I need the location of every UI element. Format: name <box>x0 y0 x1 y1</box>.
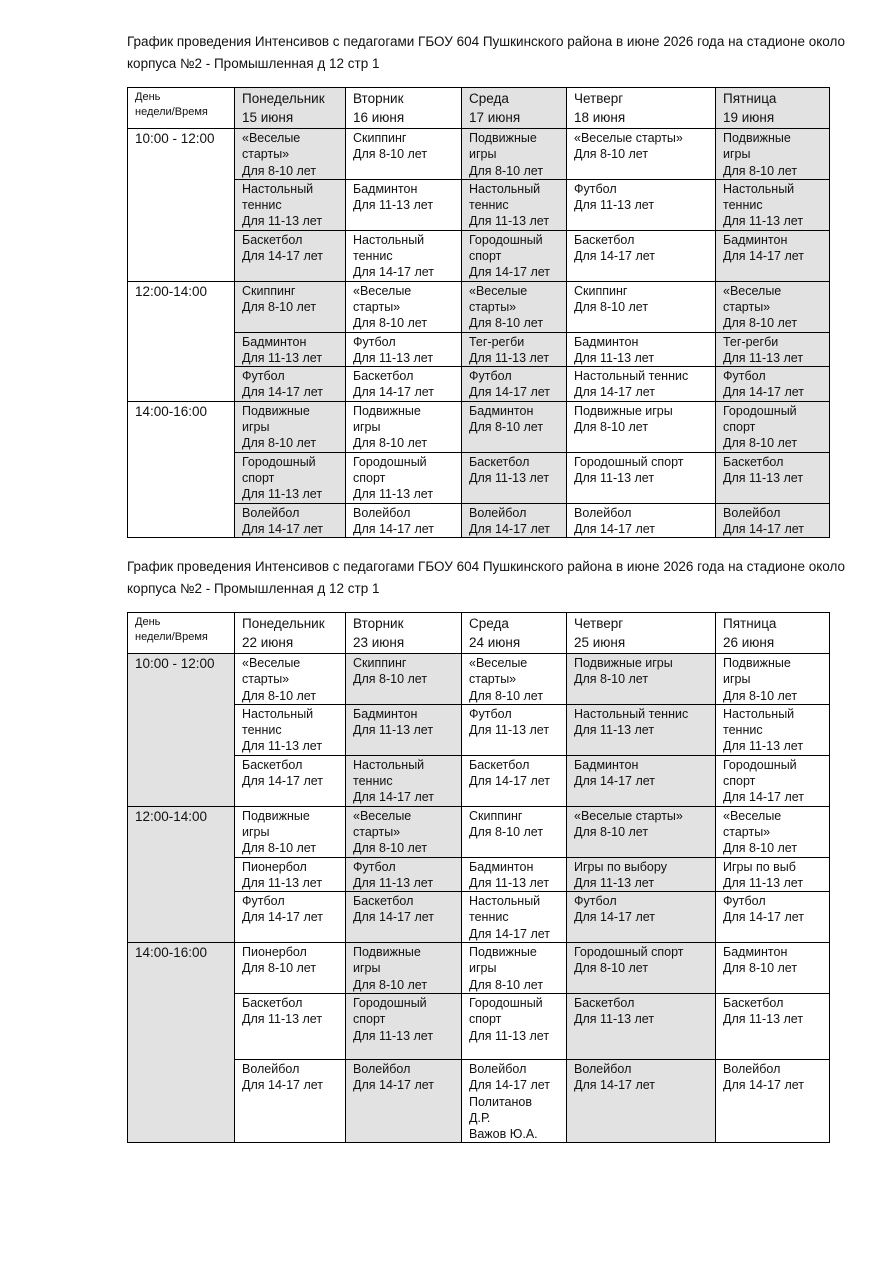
schedule-cell: Настольный теннис Для 14-17 лет <box>346 755 462 806</box>
schedule-cell: «Веселые старты» Для 8-10 лет <box>346 281 462 332</box>
schedule-cell: Баскетбол Для 14-17 лет <box>235 230 346 281</box>
schedule-cell: Тег-регби Для 11-13 лет <box>716 332 830 367</box>
schedule-cell: Пионербол Для 8-10 лет <box>235 943 346 994</box>
schedule-cell: Волейбол Для 14-17 лет <box>346 503 462 538</box>
schedule-cell: Подвижные игры Для 8-10 лет <box>462 129 567 180</box>
corner-header: День недели/Время <box>128 88 235 129</box>
schedule-cell: Волейбол Для 14-17 лет <box>567 1059 716 1142</box>
schedule-cell: Волейбол Для 14-17 лет <box>235 503 346 538</box>
schedule-cell: Подвижные игры Для 8-10 лет <box>462 943 567 994</box>
schedule-cell: Футбол Для 11-13 лет <box>567 179 716 230</box>
schedule-cell: «Веселые старты» Для 8-10 лет <box>567 806 716 857</box>
schedule-cell: Скиппинг Для 8-10 лет <box>346 654 462 705</box>
schedule-cell: Игры по выб Для 11-13 лет <box>716 857 830 892</box>
schedule-cell: Игры по выбору Для 11-13 лет <box>567 857 716 892</box>
schedule-cell: Футбол Для 14-17 лет <box>235 892 346 943</box>
schedule-cell: Городошный спорт Для 11-13 лет <box>462 993 567 1059</box>
schedule-cell: Подвижные игры Для 8-10 лет <box>346 401 462 452</box>
schedule-cell: Волейбол Для 14-17 лет <box>716 503 830 538</box>
schedule-cell: Настольный теннис Для 11-13 лет <box>567 704 716 755</box>
schedule-cell: Волейбол Для 14-17 лет <box>567 503 716 538</box>
day-header-tuesday: Вторник 16 июня <box>346 88 462 129</box>
schedule-cell: Пионербол Для 11-13 лет <box>235 857 346 892</box>
schedule-cell: «Веселые старты» Для 8-10 лет <box>235 129 346 180</box>
day-header-thursday: Четверг 25 июня <box>567 613 716 654</box>
schedule-cell: Подвижные игры Для 8-10 лет <box>716 654 830 705</box>
schedule-cell: «Веселые старты» Для 8-10 лет <box>462 654 567 705</box>
schedule-cell: Баскетбол Для 11-13 лет <box>716 993 830 1059</box>
schedule-title-week2: График проведения Интенсивов с педагогами ГБОУ 604 Пушкинского района в июне 2026 года на стадионе около корпуса №2 - Промышленная д 12 стр 1 <box>127 559 846 596</box>
day-header-monday: Понедельник 22 июня <box>235 613 346 654</box>
schedule-cell: Бадминтон Для 11-13 лет <box>346 704 462 755</box>
schedule-cell: Городошный спорт Для 11-13 лет <box>567 452 716 503</box>
schedule-cell: Городошный спорт Для 8-10 лет <box>567 943 716 994</box>
schedule-cell: Баскетбол Для 14-17 лет <box>346 367 462 402</box>
schedule-cell: Городошный спорт Для 11-13 лет <box>235 452 346 503</box>
day-header-wednesday: Среда 24 июня <box>462 613 567 654</box>
schedule-cell: Скиппинг Для 8-10 лет <box>235 281 346 332</box>
schedule-cell: Волейбол Для 14-17 лет Политанов Д.Р. Важов Ю.А. <box>462 1059 567 1142</box>
schedule-cell: Настольный теннис Для 11-13 лет <box>235 704 346 755</box>
schedule-cell: Настольный теннис Для 11-13 лет <box>716 179 830 230</box>
schedule-cell: Настольный теннис Для 14-17 лет <box>462 892 567 943</box>
schedule-cell: Футбол Для 11-13 лет <box>346 857 462 892</box>
day-header-monday: Понедельник 15 июня <box>235 88 346 129</box>
schedule-cell: Футбол Для 14-17 лет <box>716 367 830 402</box>
schedule-cell: Волейбол Для 14-17 лет <box>346 1059 462 1142</box>
schedule-cell: Футбол Для 14-17 лет <box>462 367 567 402</box>
schedule-cell: Футбол Для 14-17 лет <box>235 367 346 402</box>
schedule-cell: Баскетбол Для 11-13 лет <box>235 993 346 1059</box>
schedule-cell: Городошный спорт Для 14-17 лет <box>716 755 830 806</box>
schedule-cell: Волейбол Для 14-17 лет <box>716 1059 830 1142</box>
schedule-cell: Баскетбол Для 11-13 лет <box>716 452 830 503</box>
schedule-cell: Бадминтон Для 8-10 лет <box>462 401 567 452</box>
schedule-cell: Городошный спорт Для 14-17 лет <box>462 230 567 281</box>
schedule-cell: Городошный спорт Для 8-10 лет <box>716 401 830 452</box>
schedule-cell: Волейбол Для 14-17 лет <box>235 1059 346 1142</box>
day-header-wednesday: Среда 17 июня <box>462 88 567 129</box>
schedule-cell: Бадминтон Для 14-17 лет <box>716 230 830 281</box>
schedule-cell: Футбол Для 14-17 лет <box>716 892 830 943</box>
schedule-cell: Подвижные игры Для 8-10 лет <box>346 943 462 994</box>
schedule-cell: Футбол Для 11-13 лет <box>346 332 462 367</box>
schedule-cell: Настольный теннис Для 11-13 лет <box>235 179 346 230</box>
schedule-title-week1: График проведения Интенсивов с педагогами ГБОУ 604 Пушкинского района в июне 2026 года на стадионе около корпуса №2 - Промышленная д 12 стр 1 <box>127 34 846 71</box>
schedule-cell: Баскетбол Для 14-17 лет <box>346 892 462 943</box>
schedule-cell: Баскетбол Для 14-17 лет <box>567 230 716 281</box>
schedule-cell: «Веселые старты» Для 8-10 лет <box>235 654 346 705</box>
schedule-cell: Настольный теннис Для 11-13 лет <box>716 704 830 755</box>
schedule-cell: Баскетбол Для 11-13 лет <box>567 993 716 1059</box>
schedule-cell: Бадминтон Для 8-10 лет <box>716 943 830 994</box>
time-slot: 12:00-14:00 <box>128 806 235 942</box>
schedule-cell: Тег-регби Для 11-13 лет <box>462 332 567 367</box>
time-slot: 14:00-16:00 <box>128 943 235 1143</box>
day-header-thursday: Четверг 18 июня <box>567 88 716 129</box>
schedule-cell: Городошный спорт Для 11-13 лет <box>346 452 462 503</box>
schedule-cell: Скиппинг Для 8-10 лет <box>346 129 462 180</box>
day-header-friday: Пятница 19 июня <box>716 88 830 129</box>
schedule-cell: Скиппинг Для 8-10 лет <box>567 281 716 332</box>
schedule-cell: Подвижные игры Для 8-10 лет <box>716 129 830 180</box>
schedule-cell: Баскетбол Для 11-13 лет <box>462 452 567 503</box>
schedule-cell: Скиппинг Для 8-10 лет <box>462 806 567 857</box>
schedule-cell: Настольный теннис Для 11-13 лет <box>462 179 567 230</box>
schedule-cell: Настольный теннис Для 14-17 лет <box>567 367 716 402</box>
schedule-table-week1 <box>127 87 830 538</box>
day-header-tuesday: Вторник 23 июня <box>346 613 462 654</box>
schedule-cell: «Веселые старты» Для 8-10 лет <box>346 806 462 857</box>
schedule-cell: Подвижные игры Для 8-10 лет <box>567 401 716 452</box>
schedule-cell: Бадминтон Для 11-13 лет <box>235 332 346 367</box>
schedule-cell: Бадминтон Для 14-17 лет <box>567 755 716 806</box>
schedule-cell: Подвижные игры Для 8-10 лет <box>235 806 346 857</box>
schedule-cell: Бадминтон Для 11-13 лет <box>346 179 462 230</box>
schedule-cell: «Веселые старты» Для 8-10 лет <box>567 129 716 180</box>
schedule-cell: «Веселые старты» Для 8-10 лет <box>716 281 830 332</box>
schedule-cell: Городошный спорт Для 11-13 лет <box>346 993 462 1059</box>
time-slot: 14:00-16:00 <box>128 401 235 537</box>
schedule-cell: Волейбол Для 14-17 лет <box>462 503 567 538</box>
time-slot: 10:00 - 12:00 <box>128 654 235 807</box>
corner-header: День недели/Время <box>128 613 235 654</box>
time-slot: 10:00 - 12:00 <box>128 129 235 282</box>
schedule-cell: Баскетбол Для 14-17 лет <box>235 755 346 806</box>
schedule-cell: Бадминтон Для 11-13 лет <box>567 332 716 367</box>
schedule-cell: Футбол Для 14-17 лет <box>567 892 716 943</box>
schedule-cell: Баскетбол Для 14-17 лет <box>462 755 567 806</box>
day-header-friday: Пятница 26 июня <box>716 613 830 654</box>
time-slot: 12:00-14:00 <box>128 281 235 401</box>
schedule-cell: Настольный теннис Для 14-17 лет <box>346 230 462 281</box>
schedule-cell: Бадминтон Для 11-13 лет <box>462 857 567 892</box>
schedule-table-week2 <box>127 612 830 1143</box>
schedule-cell: «Веселые старты» Для 8-10 лет <box>462 281 567 332</box>
schedule-cell: Футбол Для 11-13 лет <box>462 704 567 755</box>
schedule-cell: Подвижные игры Для 8-10 лет <box>567 654 716 705</box>
schedule-cell: Подвижные игры Для 8-10 лет <box>235 401 346 452</box>
schedule-cell: «Веселые старты» Для 8-10 лет <box>716 806 830 857</box>
